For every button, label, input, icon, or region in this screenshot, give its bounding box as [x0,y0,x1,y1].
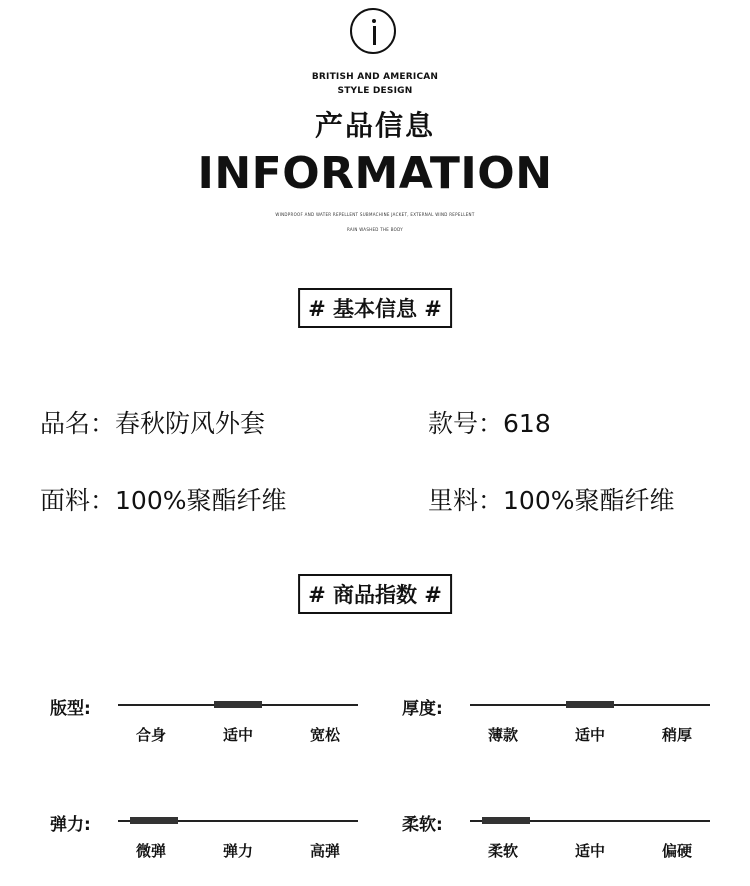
lining-value: 100%聚酯纤维 [503,486,675,515]
fit-tick-2: 适中 [222,726,253,744]
thickness-slider-marker [566,701,614,708]
elasticity-tick-1: 微弹 [135,842,166,860]
fit-tick-3: 宽松 [309,726,340,744]
softness-tick-2: 适中 [574,842,605,860]
softness-tick-3: 偏硬 [661,842,692,860]
style-number-value: 618 [503,409,551,438]
thickness-tick-1: 薄款 [487,726,518,744]
product-name-label: 品名： [40,409,116,438]
elasticity-tick-2: 弹力 [222,842,253,860]
style-number-label: 款号： [428,409,504,438]
thickness-tick-2: 适中 [574,726,605,744]
brand-line-2: STYLE DESIGN [337,86,413,96]
thickness-tick-3: 稍厚 [661,726,692,744]
basic-info-heading: # 基本信息 # [298,288,452,328]
fit-slider [118,704,358,706]
lining-row [428,481,675,517]
softness-label: 柔软: [402,815,443,835]
product-name-value: 春秋防风外套 [115,409,266,438]
info-icon [350,8,396,54]
elasticity-slider-marker [130,817,178,824]
style-number-row [428,404,551,440]
page-title-en: INFORMATION [197,148,553,199]
fit-tick-1: 合身 [135,726,166,744]
softness-tick-1: 柔软 [487,842,518,860]
brand-line-1: BRITISH AND AMERICAN [311,72,439,82]
fit-label: 版型: [50,699,91,719]
thickness-label: 厚度: [402,699,443,719]
thickness-slider [470,704,710,706]
fabric-value: 100%聚酯纤维 [115,486,287,515]
lining-label: 里料： [428,486,504,515]
product-index-heading: # 商品指数 # [298,574,452,614]
elasticity-label: 弹力: [50,815,91,835]
elasticity-tick-3: 高弹 [309,842,340,860]
softness-slider [470,820,710,822]
fabric-row [40,481,287,517]
softness-slider-marker [482,817,530,824]
tagline-line-1: WINDPROOF AND WATER REPELLENT SUBMACHINE JACKET, EXTERNAL WIND REPELLENT [275,212,475,217]
fabric-label: 面料： [40,486,116,515]
page-title-cn: 产品信息 [314,109,435,142]
elasticity-slider [118,820,358,822]
fit-slider-marker [214,701,262,708]
product-name-row [40,404,265,440]
tagline-line-2: RAIN WASHED THE BODY [346,227,404,232]
